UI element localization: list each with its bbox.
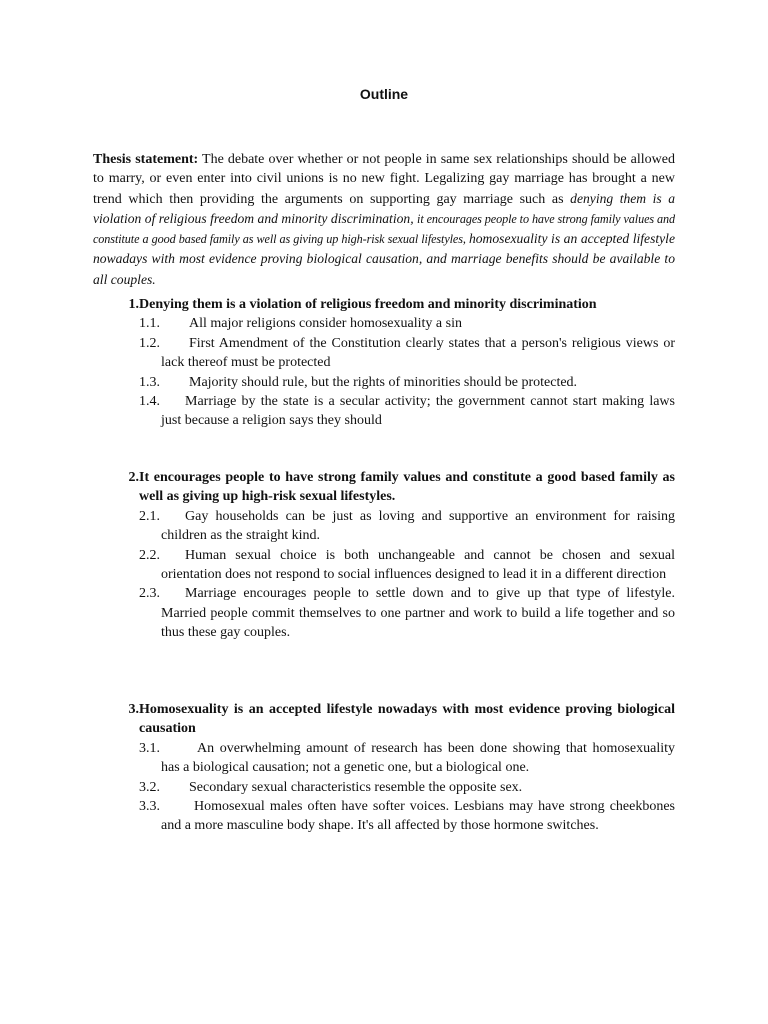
item-number: 2.2. <box>139 547 160 563</box>
thesis-text: The debate over whether or not people in same sex relationships should be allowed to marry, or even enter into civil unions is no new fight. Legalizing gay marriage has brought a new trend which then providing the arguments on supporting gay marriage such as <box>93 152 675 207</box>
section-heading <box>93 468 675 507</box>
list-item <box>93 392 675 431</box>
list-item <box>93 778 675 797</box>
outline-section-3 <box>93 700 675 836</box>
section-number: 3. <box>128 702 139 717</box>
section-heading <box>93 700 675 739</box>
section-number: 1. <box>128 297 139 312</box>
thesis-argument-1: denying them is a violation of religious freedom and minority discrimination, <box>93 190 675 226</box>
thesis-argument-3: homosexuality is an accepted lifestyle nowadays with most evidence proving biological causation, and marriage benefits should be available to all couples. <box>93 231 675 287</box>
section-items <box>93 507 675 643</box>
list-item <box>93 334 675 373</box>
list-item <box>93 507 675 546</box>
item-text: Homosexual males often have softer voices. Lesbians may have strong cheekbones and a more masculine body shape. It's all affected by those hormone switches. <box>161 799 675 834</box>
item-text: Gay households can be just as loving and supportive an environment for raising children as the straight kind. <box>161 508 675 544</box>
item-number: 1.1. <box>139 316 160 332</box>
item-text: All major religions consider homosexuality a sin <box>189 316 462 332</box>
outline-section-1 <box>93 295 675 431</box>
outline-section-2 <box>93 468 675 643</box>
section-title: Denying them is a violation of religious freedom and minority discrimination <box>139 297 597 312</box>
section-items <box>93 739 675 836</box>
section-title: Homosexuality is an accepted lifestyle nowadays with most evidence proving biological causation <box>139 702 675 737</box>
item-text: Human sexual choice is both unchangeable and cannot be chosen and sexual orientation does not respond to social influences designed to lead it in a different direction <box>161 547 675 583</box>
item-text: Marriage by the state is a secular activity; the government cannot start making laws just because a religion says they should <box>161 394 675 429</box>
item-number: 2.1. <box>139 508 160 524</box>
list-item <box>93 584 675 642</box>
section-heading <box>93 295 675 314</box>
list-item <box>93 373 675 392</box>
item-text: Marriage encourages people to settle down and to give up that type of lifestyle. Married people commit themselves to one partner and work to build a life together and so thus these gay couples. <box>161 586 675 641</box>
section-number: 2. <box>128 470 139 485</box>
item-number: 2.3. <box>139 586 160 602</box>
item-text: First Amendment of the Constitution clearly states that a person's religious views or lack thereof must be protected <box>161 335 675 371</box>
page-title: Outline <box>359 86 409 102</box>
list-item <box>93 739 675 778</box>
list-item <box>93 314 675 333</box>
thesis-argument-2: it encourages people to have strong family values and constitute a good based family as well as giving up high-risk sexual lifestyles, <box>93 211 675 247</box>
thesis-paragraph <box>93 150 675 290</box>
section-title: It encourages people to have strong family values and constitute a good based family as well as giving up high-risk sexual lifestyles. <box>139 470 675 505</box>
section-items <box>93 314 675 430</box>
item-number: 3.2. <box>139 779 160 795</box>
item-number: 1.2. <box>139 335 160 351</box>
thesis-label: Thesis statement: <box>93 152 199 167</box>
item-number: 3.1. <box>139 740 160 756</box>
item-text: Secondary sexual characteristics resemble the opposite sex. <box>189 779 523 795</box>
item-number: 1.3. <box>139 374 160 390</box>
item-number: 3.3. <box>139 799 160 815</box>
item-number: 1.4. <box>139 394 160 410</box>
list-item <box>93 797 675 836</box>
item-text: Majority should rule, but the rights of minorities should be protected. <box>189 374 578 390</box>
item-text: An overwhelming amount of research has been done showing that homosexuality has a biological causation; not a genetic one, but a biological one. <box>161 740 675 776</box>
list-item <box>93 546 675 585</box>
